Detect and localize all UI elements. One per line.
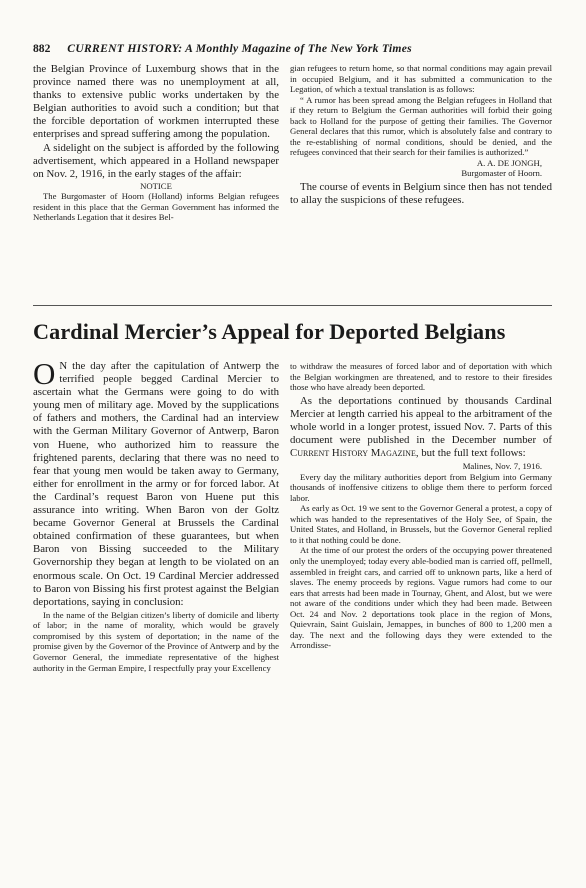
dateline: Malines, Nov. 7, 1916. <box>462 461 542 472</box>
opening-text: N the day after the capitulation of Antwerp the terrified people begged Cardinal Mercier to ascertain what the Germans were going to do with young men of military age. Moved by the supplications of fathers and mothers, the Cardinal had an interview with the German Military Governor of Antwerp, Baron von Huene, who authorized him to reassure the frightened parents, declaring that there was no need to fear that young men would be taken away to Germany, either for enrollment in the army or for forced labor. At the Cardinal’s request Baron von Huene put this assurance into writing. When Baron von der Goltz became Governor General at Brussels the Cardinal obtained confirmation of these guarantees, but when Baron von Bissing succeeded to the Military Governorship they began at length to be violated on an enormous scale. On Oct. 19 Cardinal Mercier addressed to Baron von Bissing his first protest against the Belgian deportations, saying in conclusion: <box>33 360 279 608</box>
paragraph-text: As the deportations continued by thousands Cardinal Mercier at length carried his appeal to the arbitrament of the whole world in a longer protest, issued Nov. 7. Parts of this document were published in the December number of <box>290 394 552 446</box>
document-paragraph: At the time of our protest the orders of the occupying power threatened only the unemployed; today every able-bodied man is carried off, pellmell, assembled in freight cars, and carried off to unknown parts, like a herd of slaves. The enemy proceeds by regions. Vague rumors had come to our ears that arrests had been made in Tournay, Ghent, and Alost, but we were not aware of the conditions under which they had been made. Between Oct. 24 and Nov. 2 deportations took place in the region of Mons, Quievrain, Saint Guislain, Jemappes, in bunches of 800 to 1,200 men a day. The next and the following days they were extended to the Arrondisse- <box>290 545 552 651</box>
top-right-column <box>290 63 552 207</box>
paragraph: The course of events in Belgium since then has not tended to allay the suspicions of these refugees. <box>290 181 552 207</box>
document-paragraph: As early as Oct. 19 we sent to the Governor General a protest, a copy of which was handed to the representatives of the Holy See, of Spain, the United States, and Holland, in Brussels, but the Governor General replied to it that nothing could be done. <box>290 503 552 545</box>
drop-cap: O <box>33 356 56 391</box>
signature-name: A. A. DE JONGH, <box>476 157 542 168</box>
paragraph: the Belgian Province of Luxemburg shows that in the province named there was no unemployment at all, thanks to extensive public works undertaken by the Belgian authorities to avoid such a condition; but that the forcible deportation of workmen interrupted these enterprises and spread suffering among the population. <box>33 63 279 141</box>
quoted-notice: “ A rumor has been spread among the Belgian refugees in Holland that if they return to Belgium the German authorities will forbid their going back to Holland for the purpose of getting their families. The Governor General declares that this rumor, which is absolutely false and contrary to the re-establishing of normal conditions, should be denied, and the refugees convinced that their search for their families is authorized.” <box>290 94 552 158</box>
letter-excerpt-continued: to withdraw the measures of forced labor and of deportation with which the Belgian workingmen are threatened, and to restore to their firesides those who have already been deported. <box>290 361 552 393</box>
opening-paragraph <box>33 356 279 609</box>
signature-title: Burgomaster of Hoorn. <box>461 168 542 179</box>
notice-heading: NOTICE <box>140 180 172 191</box>
document-paragraph: Every day the military authorities deport from Belgium into Germany thousands of inoffensive citizens to oblige them there to perform forced labor. <box>290 471 552 503</box>
article-headline: Cardinal Mercier’s Appeal for Deported Belgians <box>33 319 506 344</box>
page-number: 882 <box>33 42 51 55</box>
notice-continued: gian refugees to return home, so that normal conditions may again prevail in occupied Belgium, and it has submitted a communication to the Legation, of which a textual translation is as follows: <box>290 63 552 95</box>
paragraph: A sidelight on the subject is afforded by the following advertisement, which appeared in a Holland newspaper on Nov. 2, 1916, in the early stages of the affair: <box>33 141 279 180</box>
running-header <box>33 42 553 55</box>
top-left-column <box>33 63 279 223</box>
letter-excerpt: In the name of the Belgian citizen’s liberty of domicile and liberty of labor; in the name of morality, which would be gravely compromised by this system of deportation; in the name of the promise given by the Governor of the Province of Antwerp and by the Governor General, the immediate representative of the highest authority in the German Empire, I respectfully pray your Excellency <box>33 609 279 673</box>
running-title: CURRENT HISTORY: A Monthly Magazine of The New York Times <box>67 42 412 55</box>
notice-text: The Burgomaster of Hoorn (Holland) informs Belgian refugees resident in this place that the German Government has informed the Netherlands Legation that it desires Bel- <box>33 191 279 223</box>
magazine-name: Current History Magazine <box>290 447 416 460</box>
article-right-column <box>290 361 552 651</box>
section-divider <box>33 305 552 306</box>
article-left-column <box>33 356 279 673</box>
paragraph <box>290 395 552 460</box>
paragraph-text: , but the full text follows: <box>415 447 526 460</box>
